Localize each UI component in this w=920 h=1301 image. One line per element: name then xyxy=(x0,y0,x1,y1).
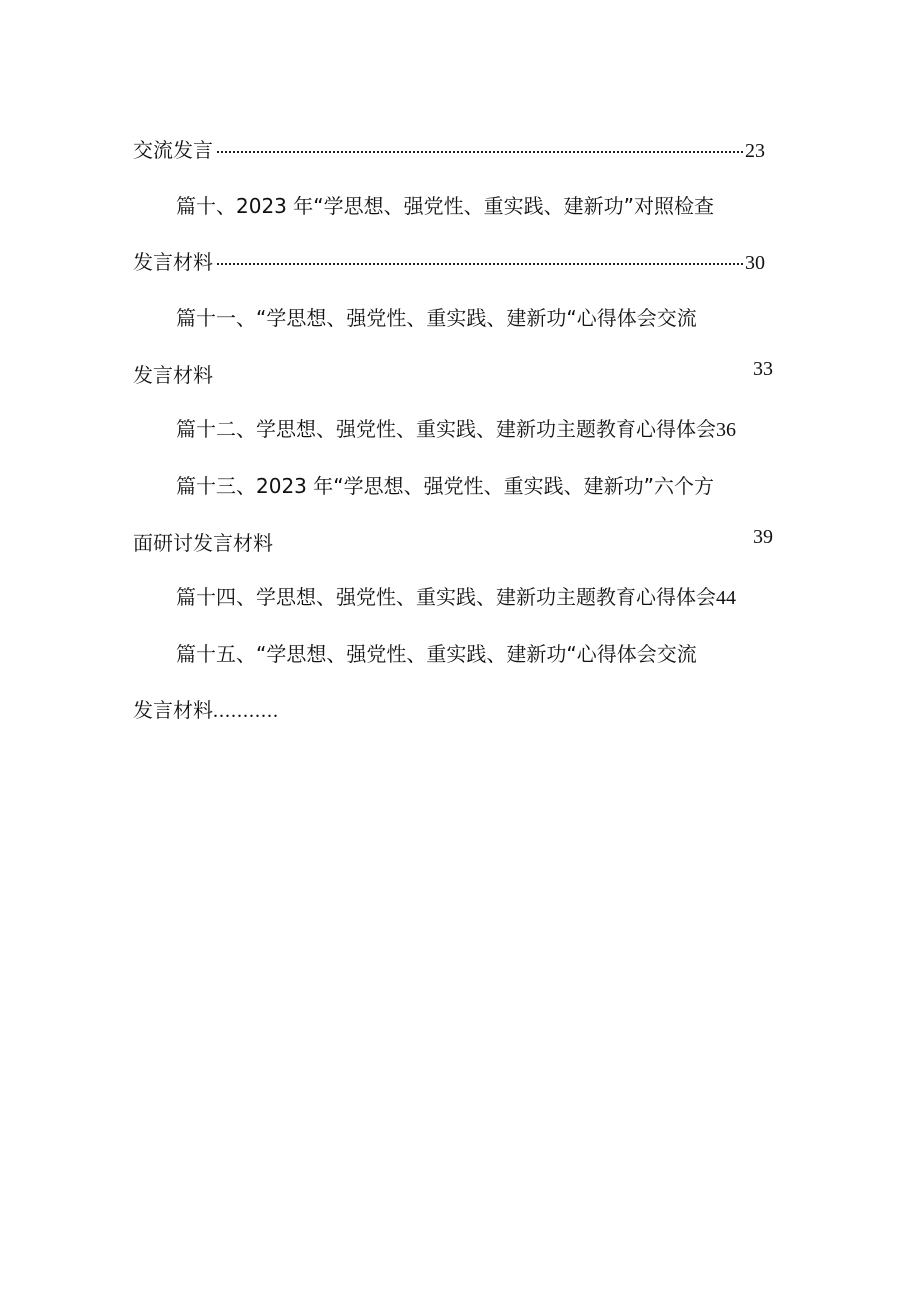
toc-leader-dots: ........... xyxy=(213,700,279,722)
toc-entry-15-line1[interactable]: 篇十五、“学思想、强党性、重实践、建新功“心得体会交流 xyxy=(176,642,697,666)
toc-entry-15-line2[interactable] xyxy=(133,698,279,723)
toc-entry-13-line1[interactable]: 篇十三、2023 年“学思想、强党性、重实践、建新功”六个方 xyxy=(176,474,714,498)
toc-page-number: 30 xyxy=(745,252,765,274)
toc-entry-10-line1[interactable]: 篇十、2023 年“学思想、强党性、重实践、建新功”对照检查 xyxy=(176,194,714,218)
toc-entry-9-continuation[interactable] xyxy=(133,138,765,163)
toc-page-number: 36 xyxy=(716,419,736,441)
toc-entry-11-page-number: 33 xyxy=(753,358,773,380)
toc-leader-dots xyxy=(217,263,743,265)
toc-entry-text: 发言材料 xyxy=(133,250,213,274)
toc-entry-13-line2[interactable]: 面研讨发言材料 xyxy=(133,531,273,555)
toc-entry-11-line2[interactable]: 发言材料 xyxy=(133,363,213,387)
toc-entry-13-page-number: 39 xyxy=(753,526,773,548)
toc-entry-10-line2[interactable] xyxy=(133,250,765,275)
toc-entry-text: 篇十二、学思想、强党性、重实践、建新功主题教育心得体会 xyxy=(176,417,716,441)
toc-leader-dots xyxy=(217,151,743,153)
toc-entry-11-line1[interactable]: 篇十一、“学思想、强党性、重实践、建新功“心得体会交流 xyxy=(176,306,697,330)
toc-entry-text: 交流发言 xyxy=(133,138,213,162)
toc-entry-text: 发言材料 xyxy=(133,698,213,722)
toc-page-number: 44 xyxy=(716,587,736,609)
toc-page-number: 23 xyxy=(745,140,765,162)
toc-entry-14[interactable] xyxy=(176,585,736,610)
toc-entry-text: 篇十四、学思想、强党性、重实践、建新功主题教育心得体会 xyxy=(176,585,716,609)
toc-entry-12[interactable] xyxy=(176,417,736,442)
